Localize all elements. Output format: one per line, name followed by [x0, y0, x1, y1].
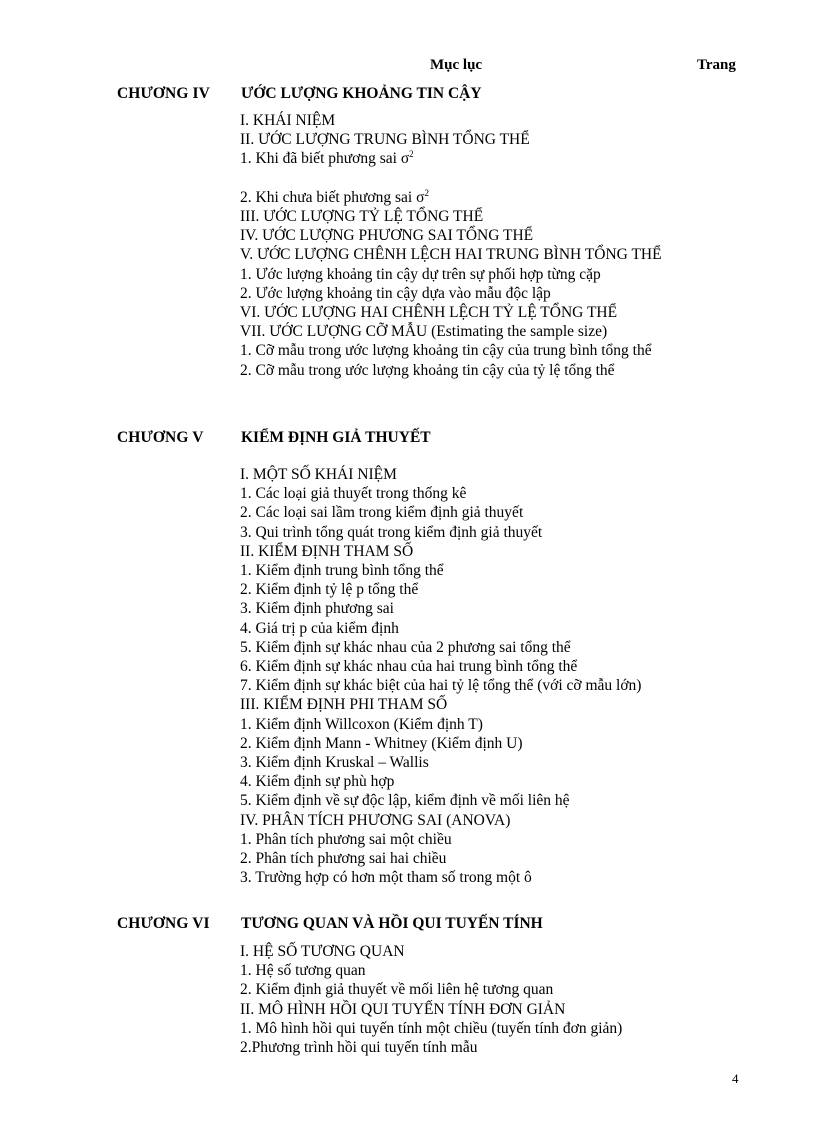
toc-item: IV. ƯỚC LƯỢNG PHƯƠNG SAI TỔNG THỂ [240, 227, 534, 245]
chapter-label: CHƯƠNG V [117, 429, 204, 446]
toc-item: 1. Mô hình hồi qui tuyến tính một chiều (tuyến tính đơn giản) [240, 1019, 623, 1037]
chapter-label: CHƯƠNG VI [117, 915, 210, 932]
toc-title: Mục lục [430, 57, 483, 73]
toc-item: 1. Kiểm định trung bình tổng thể [240, 562, 444, 580]
toc-item: 5. Kiểm định về sự độc lập, kiểm định về mối liên hệ [240, 792, 570, 810]
toc-item: 4. Kiểm định sự phù hợp [240, 773, 395, 791]
toc-header [0, 57, 816, 77]
toc-item: 7. Kiểm định sự khác biệt của hai tỷ lệ tổng thể (với cỡ mẫu lớn) [240, 677, 642, 695]
toc-item: 1. Phân tích phương sai một chiều [240, 830, 452, 848]
chapter-title: KIỂM ĐỊNH GIẢ THUYẾT [241, 429, 431, 446]
toc-item: 3. Qui trình tổng quát trong kiểm định giả thuyết [240, 523, 543, 541]
chapter-v-items [240, 465, 680, 887]
toc-item: 2.Phương trình hồi qui tuyến tính mẫu [240, 1039, 478, 1057]
toc-item: 3. Kiểm định phương sai [240, 600, 394, 618]
toc-item: 1. Cỡ mẫu trong ước lượng khoảng tin cậy của trung bình tổng thể [240, 342, 652, 360]
toc-item: 6. Kiểm định sự khác nhau của hai trung bình tổng thể [240, 658, 578, 676]
toc-item: 4. Giá trị p của kiểm định [240, 619, 399, 637]
chapter-title: ƯỚC LƯỢNG KHOẢNG TIN CẬY [241, 85, 482, 102]
toc-item: 2. Cỡ mẫu trong ước lượng khoảng tin cậy của tỷ lệ tổng thể [240, 361, 615, 379]
toc-item: I. KHÁI NIỆM [240, 112, 336, 129]
toc-item: 2. Kiểm định giả thuyết về mối liên hệ tương quan [240, 981, 554, 999]
toc-item: 3. Trường hợp có hơn một tham số trong một ô [240, 869, 532, 887]
toc-item: 2. Phân tích phương sai hai chiều [240, 850, 447, 868]
toc-item: VI. ƯỚC LƯỢNG HAI CHÊNH LỆCH TỶ LỆ TỔNG THỂ [240, 304, 618, 322]
toc-item: 2. Kiểm định tỷ lệ p tổng thể [240, 581, 419, 599]
page-number: 4 [732, 1071, 739, 1086]
toc-item: 5. Kiểm định sự khác nhau của 2 phương sai tổng thể [240, 638, 571, 656]
toc-item: II. MÔ HÌNH HỒI QUI TUYẾN TÍNH ĐƠN GIẢN [240, 1000, 566, 1018]
toc-item: 1. Khi đã biết phương sai $\sigma^2$ [240, 149, 414, 168]
toc-item: 1. Ước lượng khoảng tin cậy dự trên sự phối hợp từng cặp [240, 265, 601, 283]
toc-item: I. HỆ SỐ TƯƠNG QUAN [240, 943, 405, 960]
page-column-label: Trang [697, 57, 736, 73]
toc-item: 2. Ước lượng khoảng tin cậy dựa vào mẫu độc lập [240, 284, 551, 302]
toc-item: III. ƯỚC LƯỢNG TỶ LỆ TỔNG THỂ [240, 208, 484, 225]
toc-item: 1. Hệ số tương quan [240, 962, 366, 980]
toc-item: VII. ƯỚC LƯỢNG CỠ MẪU (Estimating the sample size) [240, 323, 608, 341]
toc-item: 2. Các loại sai lầm trong kiểm định giả thuyết [240, 504, 524, 522]
toc-item: I. MỘT SỐ KHÁI NIỆM [240, 466, 397, 483]
toc-item: 1. Kiểm định Willcoxon (Kiểm định T) [240, 715, 483, 733]
chapter-iv-items [240, 111, 680, 380]
toc-item: 2. Kiểm định Mann - Whitney (Kiểm định U) [240, 734, 523, 752]
toc-item: 2. Khi chưa biết phương sai $\sigma^2$ [240, 187, 429, 206]
toc-item: III. KIỂM ĐỊNH PHI THAM SỐ [240, 696, 448, 714]
toc-item: II. KIỂM ĐỊNH THAM SỐ [240, 542, 414, 560]
chapter-label: CHƯƠNG IV [117, 85, 210, 102]
chapter-vi-items [240, 942, 680, 1057]
toc-item: 1. Các loại giả thuyết trong thống kê [240, 485, 467, 503]
chapter-title: TƯƠNG QUAN VÀ HỒI QUI TUYẾN TÍNH [241, 915, 543, 932]
toc-item: II. ƯỚC LƯỢNG TRUNG BÌNH TỔNG THỂ [240, 131, 530, 149]
toc-item: IV. PHÂN TÍCH PHƯƠNG SAI (ANOVA) [240, 811, 511, 829]
toc-item: V. ƯỚC LƯỢNG CHÊNH LỆCH HAI TRUNG BÌNH TỔNG THỂ [240, 246, 662, 264]
toc-item: 3. Kiểm định Kruskal – Wallis [240, 754, 429, 772]
